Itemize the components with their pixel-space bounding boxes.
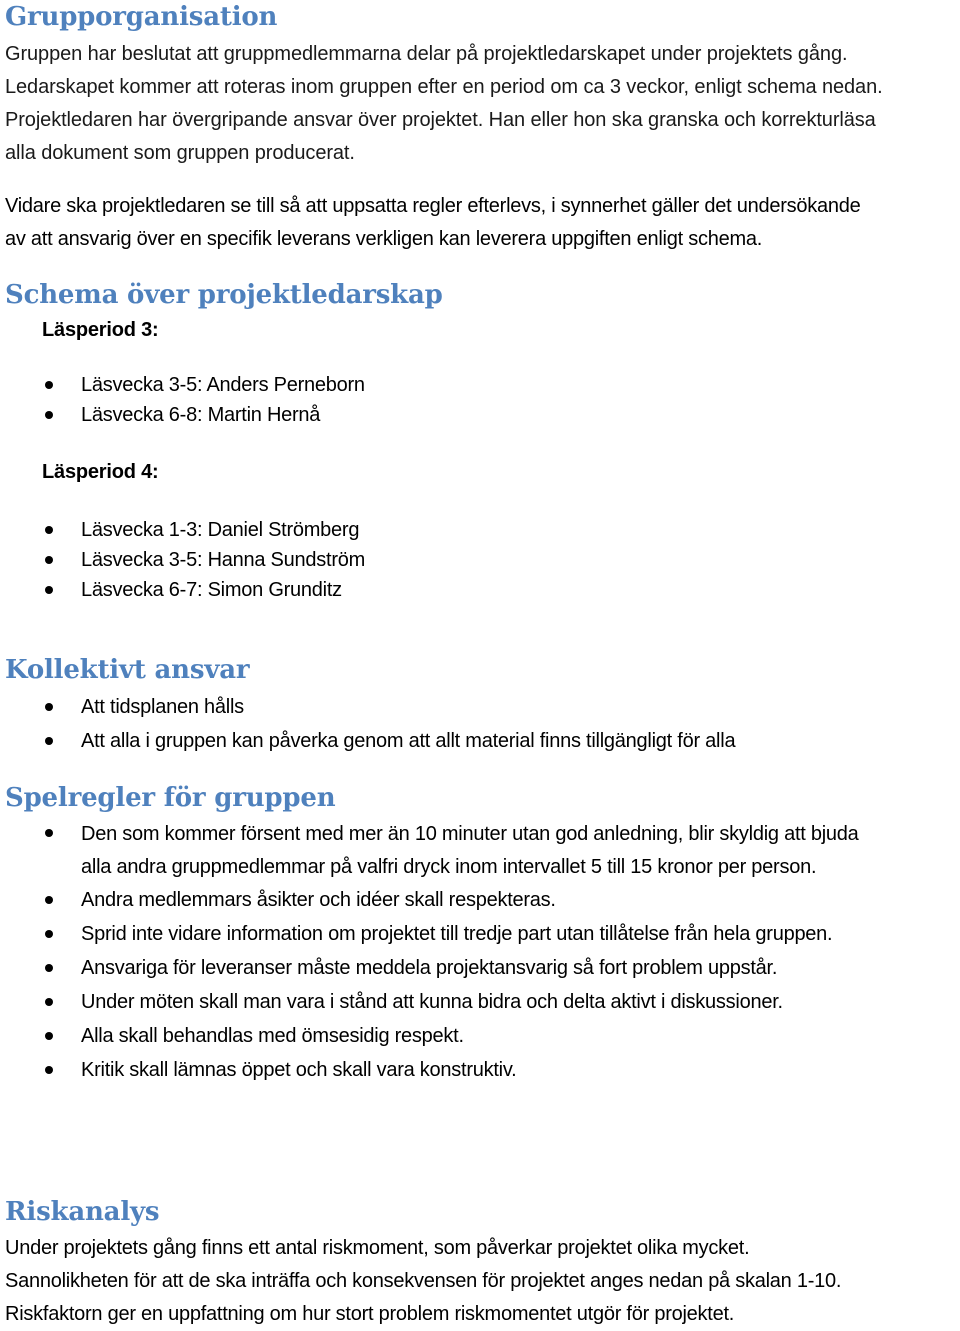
bullet-icon [45, 998, 53, 1006]
rules-item-line: Den som kommer försent med mer än 10 minuter utan god anledning, blir skyldig att bjuda [81, 823, 859, 845]
collective-item: Att alla i gruppen kan påverka genom att allt material finns tillgängligt för alla [81, 730, 736, 752]
rules-item: Under möten skall man vara i stånd att kunna bidra och delta aktivt i diskussioner. [81, 991, 783, 1013]
risk-line: Riskfaktorn ger en uppfattning om hur stort problem riskmomentet utgör för projektet. [5, 1303, 735, 1325]
heading-riskanalys: Riskanalys [5, 1197, 160, 1227]
rules-item: Ansvariga för leveranser måste meddela projektansvarig så fort problem uppstår. [81, 957, 778, 979]
intro-line: Projektledaren har övergripande ansvar över projektet. Han eller hon ska granska och korrekturläsa [5, 109, 876, 131]
risk-paragraph [5, 1232, 841, 1331]
bullet-icon [45, 556, 53, 564]
rules-item-line: alla andra gruppmedlemmar på valfri dryck inom intervallet 5 till 15 kronor per person. [81, 856, 817, 878]
heading-schema: Schema över projektledarskap [5, 280, 443, 310]
intro-line: Ledarskapet kommer att roteras inom gruppen efter en period om ca 3 veckor, enligt schema nedan. [5, 76, 883, 98]
bullet-icon [45, 1066, 53, 1074]
rules-item: Andra medlemmars åsikter och idéer skall respekteras. [81, 889, 556, 911]
rules-item: Kritik skall lämnas öppet och skall vara konstruktiv. [81, 1059, 517, 1081]
bullet-icon [45, 1032, 53, 1040]
period3-item: Läsvecka 3-5: Anders Perneborn [81, 374, 365, 396]
risk-line: Under projektets gång finns ett antal riskmoment, som påverkar projektet olika mycket. [5, 1237, 750, 1259]
period3-label: Läsperiod 3: [42, 319, 159, 341]
bullet-icon [45, 964, 53, 972]
period4-item: Läsvecka 1-3: Daniel Strömberg [81, 519, 360, 541]
rules-item: Alla skall behandlas med ömsesidig respekt. [81, 1025, 464, 1047]
intro-line: Gruppen har beslutat att gruppmedlemmarna delar på projektledarskapet under projektets gång. [5, 43, 848, 65]
rules-item-late [81, 818, 859, 884]
bullet-icon [45, 829, 53, 837]
risk-line: Sannolikheten för att de ska inträffa och konsekvensen för projektet anges nedan på skalan 1-10. [5, 1270, 842, 1292]
intro-line: alla dokument som gruppen producerat. [5, 142, 355, 164]
bullet-icon [45, 737, 53, 745]
period4-item: Läsvecka 6-7: Simon Grunditz [81, 579, 342, 601]
rules-item: Sprid inte vidare information om projektet till tredje part utan tillåtelse från hela gruppen. [81, 923, 833, 945]
leader-line: Vidare ska projektledaren se till så att uppsatta regler efterlevs, i synnerhet gäller det undersökande [5, 195, 861, 217]
bullet-icon [45, 930, 53, 938]
period4-label: Läsperiod 4: [42, 461, 159, 483]
leader-line: av att ansvarig över en specifik leverans verkligen kan leverera uppgiften enligt schema. [5, 228, 763, 250]
bullet-icon [45, 703, 53, 711]
intro-paragraph [5, 38, 883, 170]
bullet-icon [45, 411, 53, 419]
leader-paragraph [5, 190, 861, 256]
period4-item: Läsvecka 3-5: Hanna Sundström [81, 549, 366, 571]
heading-kollektivt-ansvar: Kollektivt ansvar [5, 655, 250, 685]
bullet-icon [45, 896, 53, 904]
bullet-icon [45, 526, 53, 534]
bullet-icon [45, 381, 53, 389]
bullet-icon [45, 586, 53, 594]
period3-item: Läsvecka 6-8: Martin Hernå [81, 404, 321, 426]
collective-item: Att tidsplanen hålls [81, 696, 244, 718]
heading-spelregler: Spelregler för gruppen [5, 783, 336, 813]
heading-grupporganisation: Grupporganisation [5, 2, 278, 32]
